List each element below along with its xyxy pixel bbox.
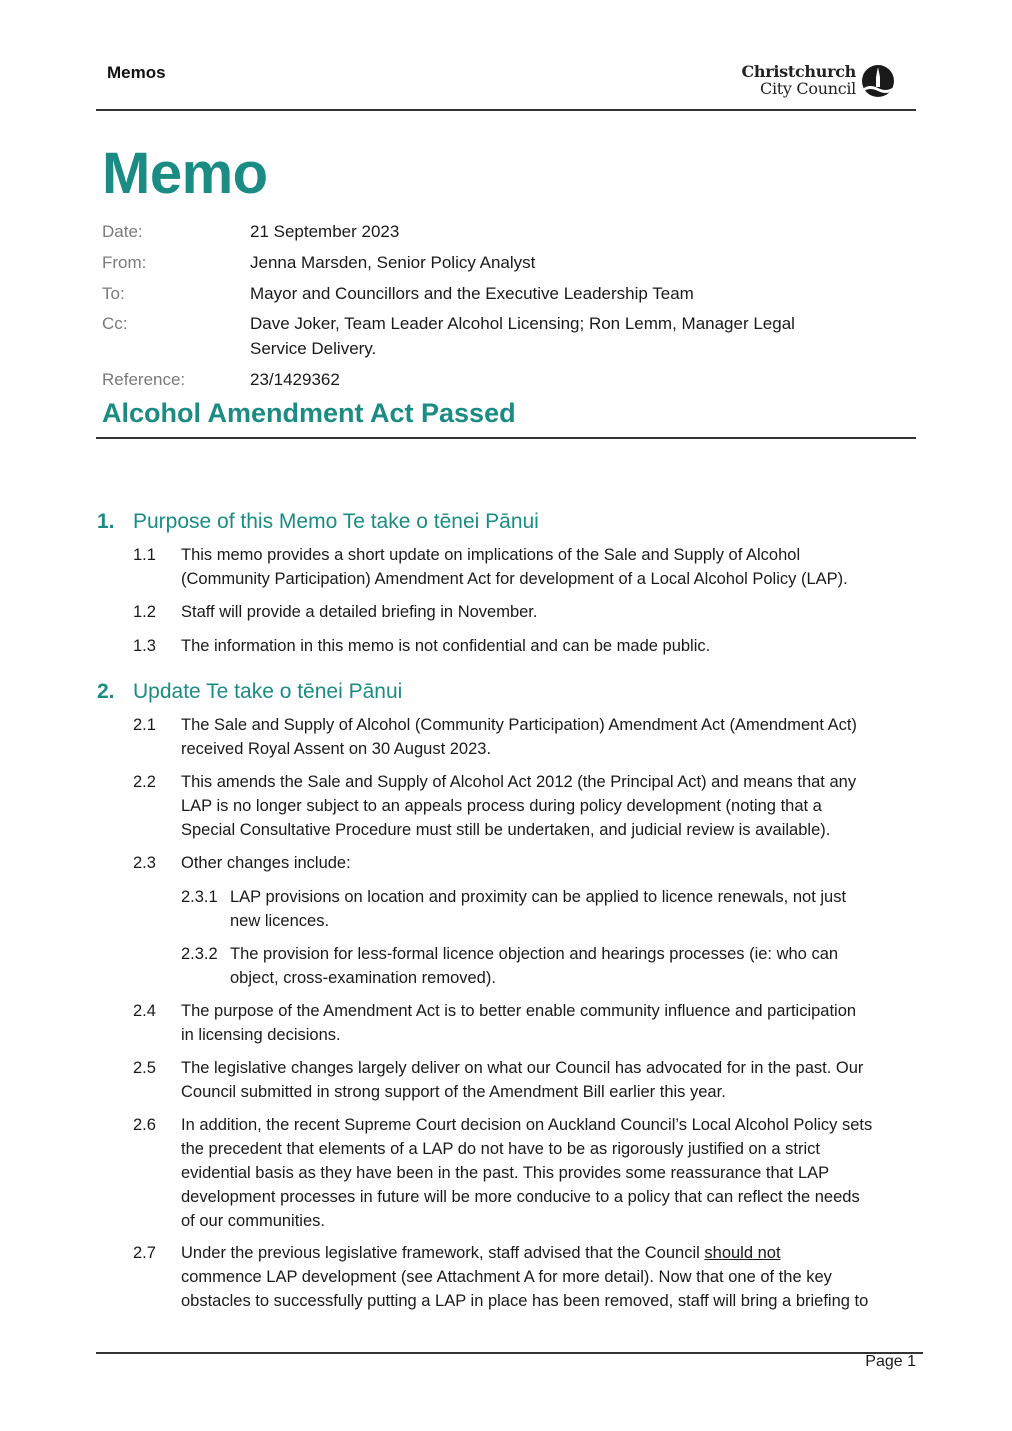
paragraph-number: 2.3.1 <box>181 888 218 906</box>
paragraph-number: 1.2 <box>133 603 156 621</box>
paragraph-number: 2.6 <box>133 1116 156 1134</box>
paragraph-line: commence LAP development (see Attachment A for more detail). Now that one of the key <box>181 1268 832 1286</box>
paragraph-line: Other changes include: <box>181 854 351 872</box>
paragraph-2-6 <box>133 1113 923 1233</box>
paragraph-number: 2.3.2 <box>181 945 218 963</box>
meta-cc-value-line1: Dave Joker, Team Leader Alcohol Licensing; Ron Lemm, Manager Legal <box>250 314 795 333</box>
meta-to-label: To: <box>102 284 125 303</box>
paragraph-line: Council submitted in strong support of the Amendment Bill earlier this year. <box>181 1083 726 1101</box>
paragraph-line: Special Consultative Procedure must still be undertaken, and judicial review is available). <box>181 821 831 839</box>
paragraph-line: object, cross-examination removed). <box>230 969 496 987</box>
paragraph-1-2 <box>133 600 923 624</box>
section-1-number: 1. <box>97 510 115 533</box>
paragraph-line: In addition, the recent Supreme Court decision on Auckland Council’s Local Alcohol Policy sets <box>181 1116 873 1134</box>
meta-date-value: 21 September 2023 <box>250 222 400 241</box>
paragraph-number: 2.4 <box>133 1002 156 1020</box>
meta-cc-label: Cc: <box>102 314 128 333</box>
paragraph-line: The information in this memo is not confidential and can be made public. <box>181 637 711 655</box>
meta-ref-label: Reference: <box>102 370 186 389</box>
paragraph-line: (Community Participation) Amendment Act for development of a Local Alcohol Policy (LAP). <box>181 570 848 588</box>
meta-from-label: From: <box>102 253 147 272</box>
paragraph-line: The Sale and Supply of Alcohol (Community Participation) Amendment Act (Amendment Act) <box>181 716 857 734</box>
memo-title: Memo <box>102 141 268 206</box>
paragraph-line: evidential basis as they have been in the past. This provides some reassurance that LAP <box>181 1164 830 1182</box>
paragraph-2-3-1 <box>181 885 921 933</box>
logo-line2: City Council <box>760 79 856 98</box>
meta-ref-value: 23/1429362 <box>250 370 340 389</box>
paragraph-line: This amends the Sale and Supply of Alcohol Act 2012 (the Principal Act) and means that any <box>181 773 857 791</box>
paragraph-line: development processes in future will be more conducive to a policy that can reflect the needs <box>181 1188 860 1206</box>
paragraph-line: received Royal Assent on 30 August 2023. <box>181 740 492 758</box>
meta-from-value: Jenna Marsden, Senior Policy Analyst <box>250 253 536 272</box>
paragraph-number: 2.5 <box>133 1059 156 1077</box>
underlined-emphasis: should not <box>704 1244 781 1262</box>
paragraph-number: 2.7 <box>133 1244 156 1262</box>
logo-line1: Christchurch <box>741 62 856 81</box>
paragraph-line: in licensing decisions. <box>181 1026 341 1044</box>
paragraph-1-1 <box>133 543 923 591</box>
paragraph-line: obstacles to successfully putting a LAP in place has been removed, staff will bring a briefing to <box>181 1292 869 1310</box>
paragraph-line: This memo provides a short update on implications of the Sale and Supply of Alcohol <box>181 546 801 564</box>
paragraph-line: new licences. <box>230 912 330 930</box>
section-1-title: Purpose of this Memo Te take o tēnei Pānui <box>133 510 539 533</box>
paragraph-2-3-2 <box>181 942 921 990</box>
paragraph-1-3 <box>133 634 923 658</box>
paragraph-text: Under the previous legislative framework, staff advised that the Council <box>181 1244 705 1262</box>
paragraph-line: The purpose of the Amendment Act is to better enable community influence and participation <box>181 1002 857 1020</box>
section-2-title: Update Te take o tēnei Pānui <box>133 680 403 703</box>
cathedral-logo-icon <box>860 63 896 99</box>
memo-subject: Alcohol Amendment Act Passed <box>102 398 516 428</box>
paragraph-line: LAP provisions on location and proximity can be applied to licence renewals, not just <box>230 888 847 906</box>
section-1-heading <box>97 510 539 534</box>
header-rule <box>96 109 916 111</box>
paragraph-2-3 <box>133 851 923 875</box>
paragraph-line: LAP is no longer subject to an appeals process during policy development (noting that a <box>181 797 822 815</box>
paragraph-line: Staff will provide a detailed briefing in November. <box>181 603 538 621</box>
paragraph-line: The legislative changes largely deliver on what our Council has advocated for in the past. Our <box>181 1059 864 1077</box>
paragraph-line: of our communities. <box>181 1212 325 1230</box>
paragraph-2-4 <box>133 999 923 1047</box>
section-2-number: 2. <box>97 680 115 703</box>
paragraph-line: The provision for less-formal licence objection and hearings processes (ie: who can <box>230 945 839 963</box>
paragraph-2-7 <box>133 1241 923 1313</box>
header-label: Memos <box>107 63 166 82</box>
paragraph-2-2 <box>133 770 923 842</box>
paragraph-line <box>181 1241 921 1265</box>
footer-rule <box>96 1352 923 1354</box>
meta-cc-value-line2: Service Delivery. <box>250 339 377 358</box>
paragraph-number: 2.3 <box>133 854 156 872</box>
paragraph-number: 2.1 <box>133 716 156 734</box>
paragraph-number: 1.3 <box>133 637 156 655</box>
paragraph-2-1 <box>133 713 923 761</box>
subject-rule <box>96 437 916 439</box>
paragraph-number: 1.1 <box>133 546 156 564</box>
section-2-heading <box>97 680 402 704</box>
paragraph-number: 2.2 <box>133 773 156 791</box>
meta-date-label: Date: <box>102 222 143 241</box>
paragraph-2-5 <box>133 1056 923 1104</box>
paragraph-line: the precedent that elements of a LAP do not have to be as rigorously justified on a strict <box>181 1140 820 1158</box>
council-logo <box>741 62 900 102</box>
meta-to-value: Mayor and Councillors and the Executive Leadership Team <box>250 284 694 303</box>
page-number: Page 1 <box>865 1353 916 1370</box>
